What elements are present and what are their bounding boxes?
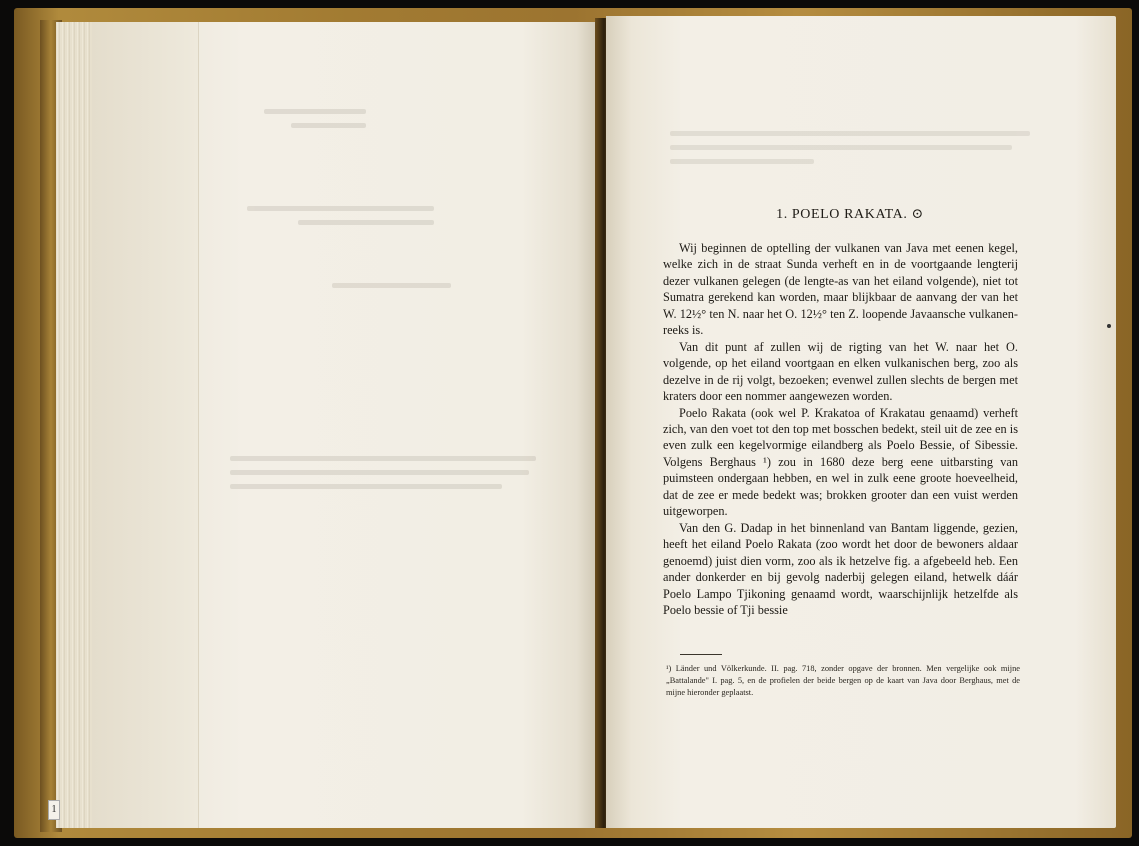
page-tab-label: 1 xyxy=(48,800,60,820)
footnote-rule xyxy=(680,654,722,655)
footnote: ¹) Länder und Völkerkunde. II. pag. 718, zonder opgave der bronnen. Men vergelijke ook mijne „Battalande" I. pag. 5, en de profielen der beide bergen op de kaart van Java door Berghaus, met de mijne hieronder geplaatst. xyxy=(666,664,1020,697)
page-edge-mark xyxy=(1107,324,1111,328)
paragraph: Van dit punt af zullen wij de rigting van het W. naar het O. volgende, op het eiland voortgaan en elken vulkanischen berg, zoo als dezelve in de rij volgt, bezoeken; evenwel zullen slechts de bergen met kraters door een nommer aangewezen worden. xyxy=(663,339,1018,404)
left-page-show-through xyxy=(230,100,570,660)
left-page-foldout-flap xyxy=(92,22,199,828)
right-page-show-through xyxy=(670,122,1030,172)
paragraph: Wij beginnen de optelling der vulkanen van Java met eenen kegel, welke zich in de straat Sunda verheft en in de voortgaande lengterij dezer vulkanen gelegen (de lengte-as van het eiland volgende), niet tot Sumatra gerekend kan worden, maar blijkbaar de aanvang der van het W. 12½° ten N. naar het O. 12½° ten Z. loopende Javaansche vulkanen-reeks is. xyxy=(663,241,1018,338)
footnotes xyxy=(666,663,1020,699)
paragraph: Van den G. Dadap in het binnenland van Bantam liggende, gezien, heeft het eiland Poelo Rakata (zoo wordt het door de bewoners aldaar genoemd) juist dien vorm, zoo als ik hetzelve fig. a afgebeeld heb. Een ander donkerder en bij gevolg naderbij gelegen eiland, hetwelk dáár Poelo Lampo Tjikoning genaamd wordt, waarschijnlijk hetzelfde als Poelo bessie of Tji bessie xyxy=(663,520,1018,617)
page-stack-edges xyxy=(56,22,92,828)
body-text xyxy=(663,240,1018,618)
paragraph: Poelo Rakata (ook wel P. Krakatoa of Krakatau genaamd) verheft zich, van den voet tot den top met bosschen bedekt, steil uit de zee en is even zulk een kegelvormige eilandberg als Poelo Bessie, of Sibessie. Volgens Berghaus ¹) zou in 1680 deze berg eene uitbarsting van puimsteen ondergaan hebben, en wel in zulk eene groote hoeveelheid, dat de zee er mede bedekt was; brokken grooter dan een vuist werden uitgeworpen. xyxy=(663,405,1018,519)
page-heading: 1. POELO RAKATA. ⊙ xyxy=(776,207,924,222)
